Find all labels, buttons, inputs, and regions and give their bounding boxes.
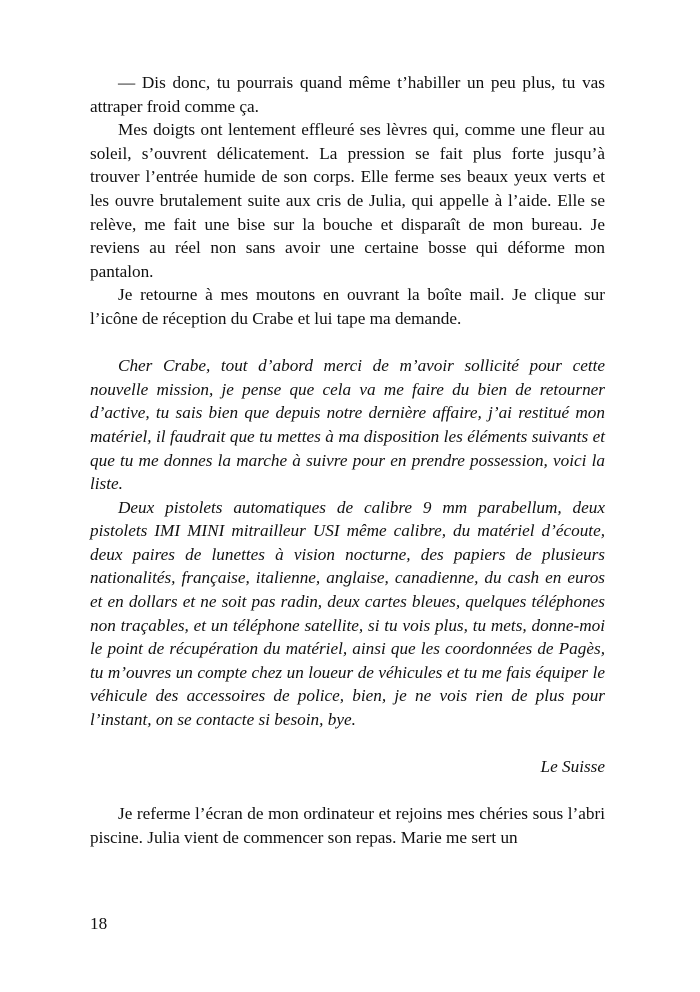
paragraph-dialogue: — Dis donc, tu pourrais quand même t’habiller un peu plus, tu vas attraper froid comme ça. [90, 73, 605, 116]
paragraph-closing: Je referme l’écran de mon ordinateur et rejoins mes chéries sous l’abri piscine. Julia vient de commencer son repas. Marie me sert un [90, 804, 605, 847]
paragraph-mail: Je retourne à mes moutons en ouvrant la boîte mail. Je clique sur l’icône de réception du Crabe et lui tape ma demande. [90, 285, 605, 328]
blank-line [90, 732, 605, 756]
letter-paragraph-intro: Cher Crabe, tout d’abord merci de m’avoir sollicité pour cette nouvelle mission, je pense que cela va me faire du bien de retourner d’active, tu sais bien que depuis notre dernière affaire, j’ai restitué mon matériel, il faudrait que tu mettes à ma disposition les éléments suivants et que tu me donnes la marche à suivre pour en prendre possession, voici la liste. [90, 356, 605, 494]
paragraph-narrative: Mes doigts ont lentement effleuré ses lèvres qui, comme une fleur au soleil, s’ouvrent délicatement. La pression se fait plus forte jusqu’à trouver l’entrée humide de son corps. Elle ferme ses beaux yeux verts et les ouvre brutalement suite aux cris de Julia, qui appelle à l’aide. Elle se relève, me fait une bise sur la bouche et disparaît de mon bureau. Je reviens au réel non sans avoir une certaine bosse qui déforme mon pantalon. [90, 120, 605, 281]
blank-line [90, 331, 605, 355]
blank-line [90, 779, 605, 803]
letter-signature: Le Suisse [540, 757, 605, 777]
page-number: 18 [90, 914, 108, 933]
page-body [90, 71, 605, 850]
letter-paragraph-list: Deux pistolets automatiques de calibre 9 mm parabellum, deux pistolets IMI MINI mitrailleur USI même calibre, du matériel d’écoute, deux paires de lunettes à vision nocturne, des papiers de plusieurs nationalités, française, italienne, anglaise, canadienne, du cash en euros et en dollars et ne soit pas radin, deux cartes bleues, quelques téléphones non traçables, et un téléphone satellite, si tu vois plus, tu mets, donne-moi le point de récupération du matériel, ainsi que les coordonnées de Pagès, tu m’ouvres un compte chez un loueur de véhicules et tu me fais équiper le véhicule des accessoires de police, bien, je ne vois rien de plus pour l’instant, on se contacte si besoin, bye. [90, 497, 605, 730]
